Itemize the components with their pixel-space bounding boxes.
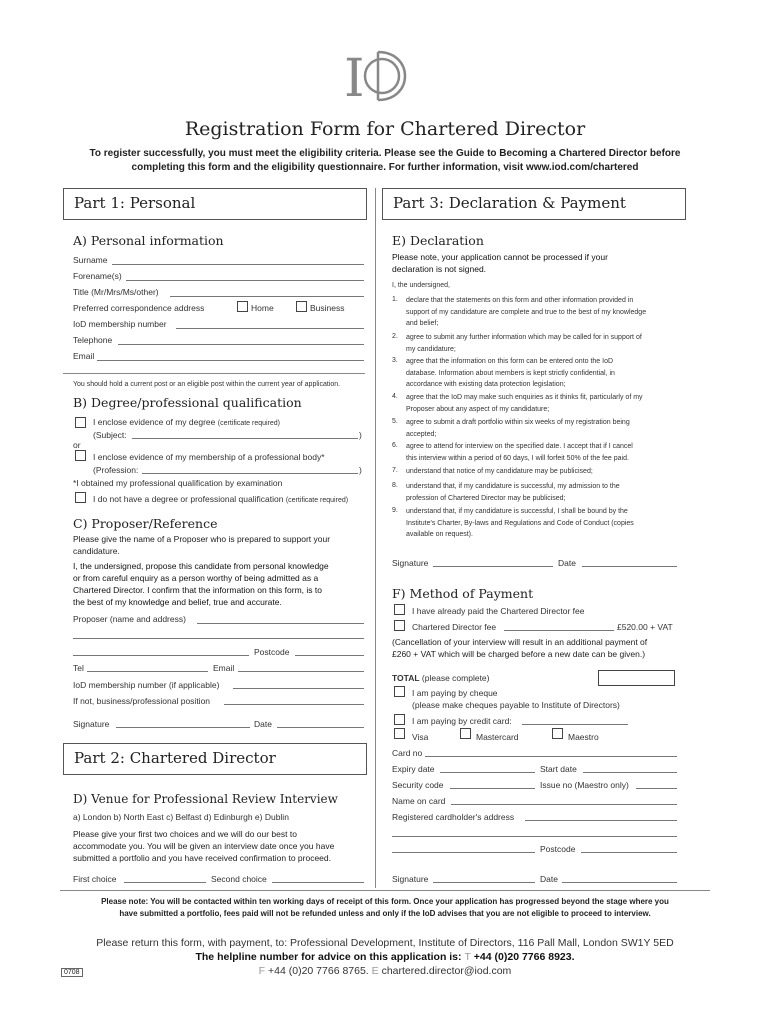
- start-date-field[interactable]: [583, 772, 677, 773]
- fee-checkbox[interactable]: [394, 620, 405, 631]
- helpline-number: +44 (0)20 7766 8923.: [473, 951, 575, 963]
- membership-body-checkbox[interactable]: [75, 450, 86, 461]
- statement-1: I, the undersigned, propose this candidate from personal knowledge: [73, 561, 329, 571]
- decl-item-1: [406, 295, 646, 330]
- footer-note-1: Please note: You will be contacted within ten working days of receipt of this form. Once your application has progressed beyond the stage where you: [101, 897, 669, 906]
- proposer-tel-label: Tel: [73, 663, 84, 673]
- proposer-email-field[interactable]: [238, 671, 364, 672]
- maestro-checkbox[interactable]: [552, 728, 563, 739]
- decl-3-line-3: accordance with existing data protection legislation;: [406, 381, 566, 388]
- proposer-date-label: Date: [254, 719, 272, 729]
- subject-close: ): [359, 430, 362, 440]
- part3-title: Part 3: Declaration & Payment: [393, 194, 626, 212]
- part2-header: [63, 743, 367, 775]
- no-degree-label: [93, 494, 348, 504]
- credit-card-line: [522, 724, 628, 725]
- fee-label: Chartered Director fee: [412, 622, 497, 632]
- subject-label: (Subject:: [93, 430, 127, 440]
- footer-note: [60, 896, 710, 920]
- proposer-signature-label: Signature: [73, 719, 110, 729]
- start-date-label: Start date: [540, 764, 577, 774]
- forenames-label: Forename(s): [73, 271, 122, 281]
- decl-9-line-3: available on request).: [406, 531, 473, 538]
- decl-num-3: 3.: [392, 357, 398, 364]
- declaration-date-label: Date: [558, 558, 576, 568]
- decl-item-4: [406, 392, 643, 415]
- eligibility-note: You should hold a current post or an eligible post within the current year of application.: [73, 381, 341, 388]
- decl-item-5: [406, 417, 630, 440]
- total-input[interactable]: [598, 670, 675, 686]
- decl-num-1: 1.: [392, 296, 398, 303]
- email-label: Email: [73, 351, 95, 361]
- declaration-note: [392, 251, 608, 275]
- decl-5-line-1: agree to submit a draft portfolio within six weeks of my registration being: [406, 419, 630, 426]
- iod-logo: [344, 46, 414, 104]
- first-choice-label: First choice: [73, 874, 117, 884]
- subject-field[interactable]: [132, 438, 358, 439]
- fee-dotted-line: [504, 630, 614, 631]
- title-field[interactable]: [170, 296, 364, 297]
- decl-5-line-2: accepted;: [406, 430, 437, 438]
- membership-label: IoD membership number: [73, 319, 167, 329]
- decl-item-2: [406, 332, 642, 355]
- return-address: Please return this form, with payment, to: Professional Development, Institute of Directors, 116 Pall Mall, London SW1Y 5ED: [96, 937, 674, 949]
- decl-num-7: 7.: [392, 467, 398, 474]
- business-checkbox[interactable]: [296, 301, 307, 312]
- intro-line-2: completing this form and the eligibility questionnaire. For further information, visit www.iod.com/chartered: [131, 162, 639, 173]
- proposer-postcode-field[interactable]: [295, 655, 364, 656]
- credit-card-label: I am paying by credit card:: [412, 716, 512, 726]
- decl-8-line-2: profession of Chartered Director may be publicised;: [406, 494, 566, 502]
- venue-text-3: submitted a portfolio and you have received confirmation to proceed.: [73, 853, 331, 863]
- proposer-intro-1: Please give the name of a Proposer who is prepared to support your: [73, 534, 331, 544]
- proposer-signature-field[interactable]: [116, 727, 250, 728]
- cardholder-address-label: Registered cardholder's address: [392, 812, 515, 822]
- card-no-field[interactable]: [425, 756, 677, 757]
- part1-header: [63, 188, 367, 220]
- visa-checkbox[interactable]: [394, 728, 405, 739]
- telephone-field[interactable]: [118, 344, 364, 345]
- membership-field[interactable]: [176, 328, 364, 329]
- section-e-title: E) Declaration: [392, 233, 484, 248]
- statement-4: the best of my knowledge and belief, true and accurate.: [73, 597, 282, 607]
- section-f-title: F) Method of Payment: [392, 586, 534, 601]
- decl-6-line-2: this interview within a period of 60 days, I will forfeit 50% of the fee paid.: [406, 454, 629, 462]
- venue-text-1: Please give your first two choices and we will do our best to: [73, 829, 297, 839]
- payment-date-label: Date: [540, 874, 558, 884]
- already-paid-label: I have already paid the Chartered Director fee: [412, 606, 585, 616]
- cancellation-note: [392, 636, 647, 660]
- decl-1-line-1: declare that the statements on this form and other information provided in: [406, 297, 634, 304]
- expiry-field[interactable]: [440, 772, 535, 773]
- intro-line-1: To register successfully, you must meet the eligibility criteria. Please see the Guide to Becoming a Chartered Director before: [89, 148, 681, 159]
- helpline-text: The helpline number for advice on this application is:: [195, 951, 462, 963]
- security-code-field[interactable]: [450, 788, 535, 789]
- cardholder-address-line-3[interactable]: [392, 852, 535, 853]
- issue-no-label: Issue no (Maestro only): [540, 780, 629, 790]
- decl-item-6: [406, 441, 633, 464]
- first-choice-field[interactable]: [124, 882, 206, 883]
- preferred-address-label: Preferred correspondence address: [73, 303, 205, 313]
- proposer-intro-2: candidature.: [73, 546, 120, 556]
- or-label: or: [73, 440, 81, 450]
- section-a-title: A) Personal information: [73, 233, 224, 248]
- venue-instructions: [73, 828, 334, 864]
- undersigned-label: I, the undersigned,: [392, 282, 450, 289]
- credit-card-checkbox[interactable]: [394, 714, 405, 725]
- decl-num-6: 6.: [392, 442, 398, 449]
- degree-text: I enclose evidence of my degree: [93, 417, 216, 427]
- proposer-statement: [73, 560, 329, 608]
- degree-checkbox[interactable]: [75, 417, 86, 428]
- intro-text: [60, 147, 710, 175]
- decl-4-line-1: agree that the IoD may make such enquiries as it thinks fit, particularly of my: [406, 394, 643, 401]
- telephone-label: Telephone: [73, 335, 113, 345]
- decl-item-7: [406, 466, 593, 478]
- decl-8-line-1: understand that, if my candidature is successful, my admission to the: [406, 483, 620, 490]
- degree-small: (certificate required): [217, 420, 281, 427]
- fax-number: +44 (0)20 7766 8765.: [268, 965, 369, 977]
- decl-num-8: 8.: [392, 482, 398, 489]
- decl-1-line-2: support of my candidature are complete and true to the best of my knowledge: [406, 308, 647, 316]
- payment-date-field[interactable]: [562, 882, 677, 883]
- total-small: (please complete): [421, 673, 490, 683]
- issue-no-field[interactable]: [636, 788, 677, 789]
- cardholder-address-line-2[interactable]: [392, 836, 677, 837]
- proposer-membership-label: IoD membership number (if applicable): [73, 680, 220, 690]
- membership-body-label: I enclose evidence of my membership of a professional body*: [93, 452, 325, 462]
- decl-7-line-1: understand that notice of my candidature may be publicised;: [406, 468, 593, 475]
- no-degree-checkbox[interactable]: [75, 492, 86, 503]
- declaration-note-1: Please note, your application cannot be processed if your: [392, 252, 608, 262]
- second-choice-label: Second choice: [211, 874, 267, 884]
- second-choice-field[interactable]: [272, 882, 364, 883]
- fax-email-line: [0, 964, 770, 978]
- payment-signature-field[interactable]: [433, 882, 535, 883]
- footer-note-2: have submitted a portfolio, fees paid will not be refunded unless and only if the IoD advises that you are not eligible to proceed to interview.: [119, 909, 651, 918]
- decl-9-line-1: understand that, if my candidature is successful, I shall be bound by the: [406, 508, 628, 515]
- cheque-label: I am paying by cheque: [412, 688, 498, 698]
- profession-field[interactable]: [142, 473, 358, 474]
- decl-1-line-3: and belief;: [406, 320, 439, 327]
- proposer-intro: [73, 533, 330, 557]
- declaration-signature-label: Signature: [392, 558, 429, 568]
- venues-list: a) London b) North East c) Belfast d) Edinburgh e) Dublin: [73, 812, 289, 822]
- part1-title: Part 1: Personal: [74, 194, 196, 212]
- part2-title: Part 2: Chartered Director: [74, 749, 276, 767]
- statement-3: Chartered Director. I confirm that the information on this form, is to: [73, 585, 322, 595]
- decl-2-line-1: agree to submit any further information which may be called for in support of: [406, 334, 642, 341]
- proposer-business-label: If not, business/professional position: [73, 696, 211, 706]
- expiry-label: Expiry date: [392, 764, 435, 774]
- proposer-field[interactable]: [197, 623, 364, 624]
- no-degree-text: I do not have a degree or professional qualification: [93, 494, 284, 504]
- cancellation-line-2: £260 + VAT which will be charged before a new date can be given.): [392, 649, 646, 659]
- decl-item-8: [406, 481, 620, 504]
- decl-num-2: 2.: [392, 333, 398, 340]
- no-degree-small: (certificate required): [285, 497, 349, 504]
- email-field[interactable]: [97, 360, 364, 361]
- decl-9-line-2: Institute's Charter, By-laws and Regulations and Code of Conduct (copies: [406, 519, 634, 527]
- proposer-postcode-label: Postcode: [254, 647, 290, 657]
- contact-email[interactable]: chartered.director@iod.com: [381, 965, 512, 977]
- fax-f: F: [258, 965, 266, 977]
- proposer-email-label: Email: [213, 663, 235, 673]
- proposer-business-field[interactable]: [224, 704, 364, 705]
- proposer-address-line-1[interactable]: [73, 638, 364, 639]
- part3-header: [382, 188, 686, 220]
- profession-close: ): [359, 465, 362, 475]
- name-on-card-label: Name on card: [392, 796, 446, 806]
- degree-label: [93, 417, 280, 427]
- already-paid-checkbox[interactable]: [394, 604, 405, 615]
- declaration-date-field[interactable]: [582, 566, 677, 567]
- home-label: Home: [251, 303, 274, 313]
- venue-text-2: accommodate you. You will be given an interview date once you have: [73, 841, 335, 851]
- payment-signature-label: Signature: [392, 874, 429, 884]
- decl-item-9: [406, 506, 634, 541]
- helpline-line: [0, 950, 770, 964]
- business-label: Business: [310, 303, 345, 313]
- name-on-card-field[interactable]: [451, 804, 677, 805]
- section-b-title: B) Degree/professional qualification: [73, 395, 302, 410]
- forenames-field[interactable]: [126, 280, 364, 281]
- decl-3-line-1: agree that the information on this form can be entered onto the IoD: [406, 358, 614, 365]
- proposer-label: [73, 614, 186, 624]
- logo-circle: [365, 59, 399, 93]
- divider: [63, 373, 365, 374]
- title-label: Title (Mr/Mrs/Ms/other): [73, 287, 159, 297]
- total-text: TOTAL: [392, 673, 420, 683]
- decl-4-line-2: Proposer about any aspect of my candidature;: [406, 405, 550, 413]
- cardholder-postcode-field[interactable]: [581, 852, 677, 853]
- cheque-note: (please make cheques payable to Institute of Directors): [412, 700, 620, 710]
- cardholder-postcode-label: Postcode: [540, 844, 576, 854]
- decl-3-line-2: database. Information about members is kept strictly confidential, in: [406, 369, 615, 377]
- home-checkbox[interactable]: [237, 301, 248, 312]
- surname-label: Surname: [73, 255, 108, 265]
- declaration-note-2: declaration is not signed.: [392, 264, 487, 274]
- decl-2-line-2: my candidature;: [406, 345, 456, 353]
- decl-6-line-1: agree to attend for interview on the specified date. I accept that if I cancel: [406, 443, 633, 450]
- form-code: 0708: [61, 968, 83, 977]
- helpline-t: T: [464, 951, 471, 963]
- security-code-label: Security code: [392, 780, 444, 790]
- decl-num-5: 5.: [392, 418, 398, 425]
- cancellation-line-1: (Cancellation of your interview will result in an additional payment of: [392, 637, 648, 647]
- proposer-membership-field[interactable]: [233, 688, 364, 689]
- logo-letter-i: I: [344, 49, 365, 104]
- statement-2: or from careful enquiry as a person worthy of being admitted as a: [73, 573, 319, 583]
- email-e: E: [371, 965, 379, 977]
- profession-label: (Profession:: [93, 465, 139, 475]
- decl-item-3: [406, 356, 615, 391]
- column-divider: [375, 188, 376, 888]
- fee-value: £520.00 + VAT: [617, 622, 673, 632]
- surname-field[interactable]: [112, 264, 364, 265]
- proposer-small: (name and address): [109, 614, 186, 624]
- maestro-label: Maestro: [568, 732, 599, 742]
- decl-num-9: 9.: [392, 507, 398, 514]
- section-c-title: C) Proposer/Reference: [73, 516, 218, 531]
- declaration-signature-field[interactable]: [433, 566, 553, 567]
- proposer-date-field[interactable]: [277, 727, 364, 728]
- proposer-tel-field[interactable]: [87, 671, 208, 672]
- cheque-checkbox[interactable]: [394, 686, 405, 697]
- proposer-text: Proposer: [73, 614, 108, 624]
- section-d-title: D) Venue for Professional Review Interview: [73, 792, 338, 806]
- proposer-address-line-2[interactable]: [73, 655, 249, 656]
- mastercard-label: Mastercard: [476, 732, 519, 742]
- return-info: [0, 936, 770, 978]
- footer-divider: [60, 890, 710, 891]
- exam-note: *I obtained my professional qualification by examination: [73, 478, 283, 488]
- visa-label: Visa: [412, 732, 429, 742]
- page-title: Registration Form for Chartered Director: [184, 118, 586, 140]
- decl-num-4: 4.: [392, 393, 398, 400]
- cardholder-address-field[interactable]: [525, 820, 677, 821]
- mastercard-checkbox[interactable]: [460, 728, 471, 739]
- total-label: [392, 673, 489, 683]
- card-no-label: Card no: [392, 748, 423, 758]
